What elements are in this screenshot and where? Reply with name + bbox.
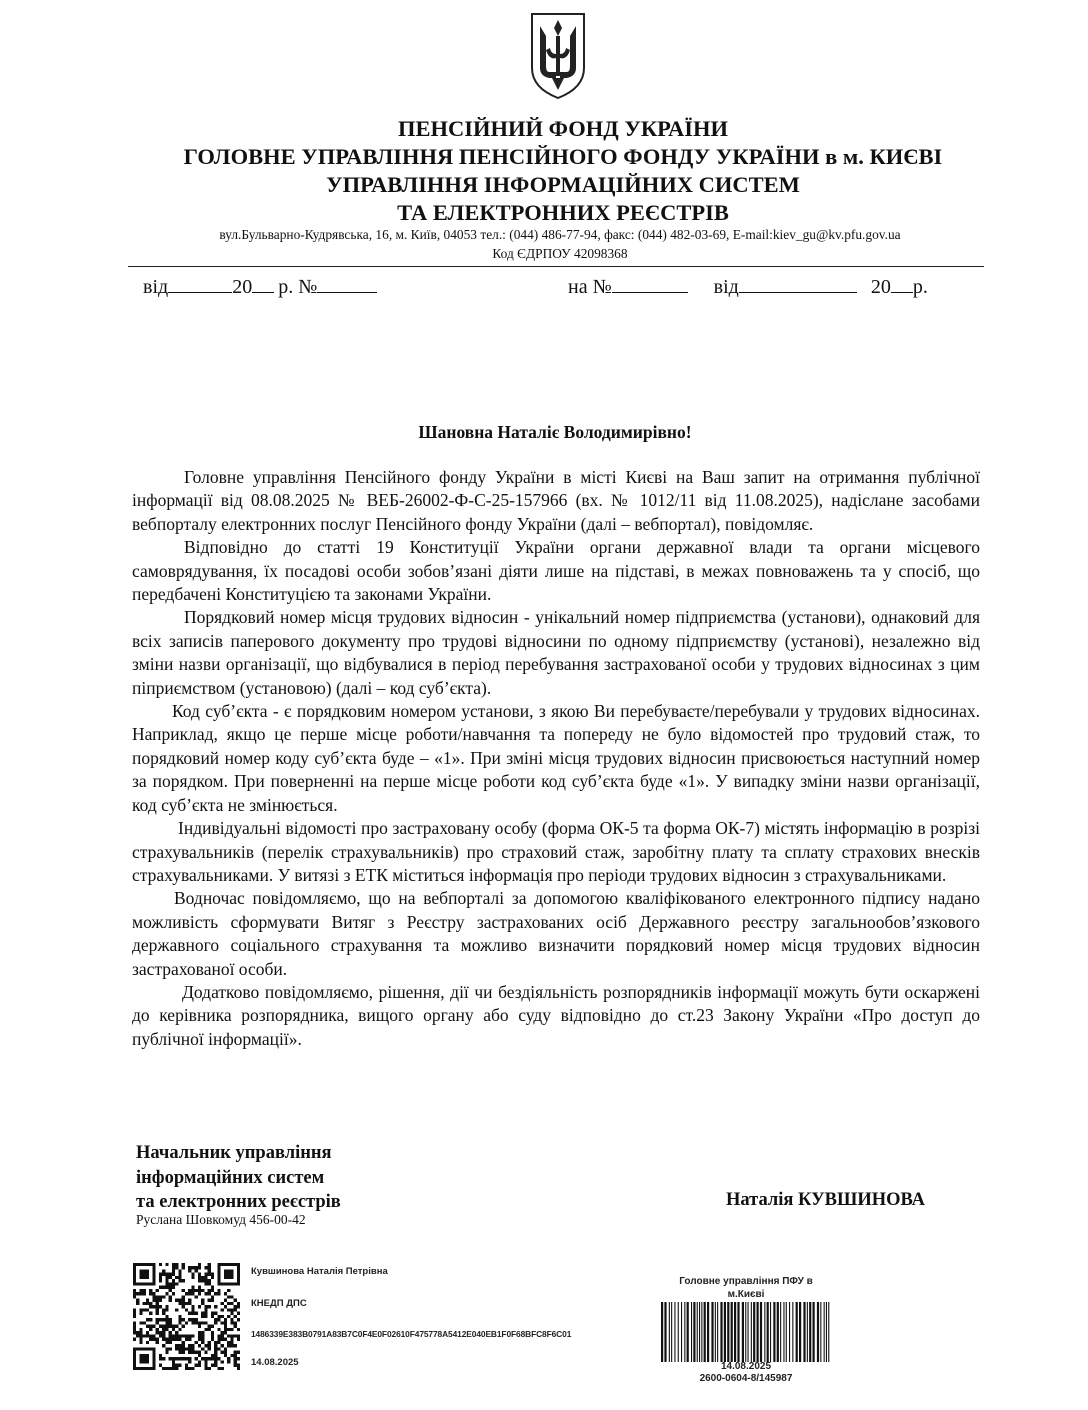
org-header [120,115,1006,227]
executor-info: Руслана Шовкомуд 456-00-42 [136,1212,306,1227]
paragraph: Водночас повідомляємо, що на вебпорталі за допомогою кваліфікованого електронного підпису надано можливість сформувати Витяг з Реєстру застрахованих осіб Державного реєстру загальнообов’язкового державного соціального страхування та можливо визначити порядковий номер місця трудових відносин застрахованої особи. [132,888,980,979]
paragraph: Індивідуальні відомості про застраховану особу (форма ОК-5 та форма ОК-7) містять інформацію в розрізі страхувальників (перелік страхувальників) про страховий стаж, заробітну плату та сплату страхових внесків страхувальниками. У витязі з ЕТК міститься інформація про періоди трудових відносин з страхувальниками. [132,818,980,885]
e-signature-signer: Кувшинова Наталія Петрівна [251,1266,388,1277]
reg-stamp-org-line2: м.Києві [727,1289,765,1300]
incoming-number-blank [612,272,688,293]
e-signature-date: 14.08.2025 [251,1357,299,1368]
incoming-year-blank [891,272,913,293]
reg-stamp-org [650,1275,842,1301]
paragraph: Код суб’єкта - є порядковим номером установи, з якою Ви перебуваєте/перебували у трудових відносинах. Наприклад, якщо це перше місце роботи/навчання та попереду не було відомостей про трудовий стаж, то порядковий номер коду суб’єкта буде – «1». При зміні місця трудових відносин присвоюється наступний номер за порядком. При поверненні на перше місце роботи код суб’єкта буде «1». У випадку зміни назви організації, код суб’єкта не змінюється. [132,701,980,815]
e-signature-serial: 1486339E383B0791A83B7C0F4E0F02610F475778A5412E040EB1F0F68BFC8F6C01 [251,1329,572,1339]
incoming-year: 20 [870,276,891,298]
paragraph: Порядковий номер місця трудових відносин - унікальний номер підприємства (установи), однаковий для всіх записів паперового документу про трудові відносини по одному підприємству (установі), незалежно від зміни назви організації, що відбувалися в період перебування застрахованої особи у трудових відносинах з цим піприємством (установою) (далі – код суб’єкта). [132,607,980,698]
signatory-position [136,1141,341,1215]
reg-stamp-number: 2600-0604-8/145987 [699,1373,793,1384]
paragraph: Додатково повідомляємо, рішення, дії чи бездіяльність розпорядників інформації можуть бути оскаржені до керівника розпорядника, вищого органу або суду відповідно до ст.23 Закону України «Про доступ до публічної інформації». [132,981,980,1049]
outgoing-year: 20 [232,276,253,298]
incoming-number-label: на № [568,276,612,298]
position-line-1: Начальник управління [136,1143,332,1163]
paragraph: Відповідно до статті 19 Конституції України органи державної влади та органи місцевого самоврядування, їх посадові особи зобов’язані діяти лише на підставі, в межах повноважень та у спосіб, що передбачені Конституцією та законами України. [132,537,980,605]
paragraph: Головне управління Пенсійного фонду України в місті Києві на Ваш запит на отримання публічної інформації від 08.08.2025 № ВЕБ-26002-Ф-С-25-157966 (вх. № 1012/11 від 11.08.2025), надіслане засобами вебпорталу електронних послуг Пенсійного фонду України (далі – вебпортал), повідомляє. [132,467,980,534]
outgoing-date-blank [168,272,232,293]
signatory-name: Наталія КУВШИНОВА [726,1190,926,1210]
qr-code-icon [133,1263,240,1370]
org-edrpou: Код ЄДРПОУ 42098368 [492,246,628,261]
e-signature-issuer: КНЕДП ДПС [251,1298,307,1309]
outgoing-number-label: р. № [278,276,318,298]
incoming-registration [568,272,928,300]
greeting: Шановна Наталіє Володимирівно! [418,422,692,442]
header-line-1: ПЕНСІЙНИЙ ФОНД УКРАЇНИ [397,116,729,141]
outgoing-number-blank [317,272,377,293]
position-line-2: інформаційних систем [136,1167,325,1188]
outgoing-from-label: від [143,276,169,298]
outgoing-year-blank [252,272,274,293]
header-line-2: ГОЛОВНЕ УПРАВЛІННЯ ПЕНСІЙНОГО ФОНДУ УКРАЇНИ в м. КИЄВІ [183,144,943,169]
outgoing-registration [143,272,377,300]
incoming-date-blank [739,272,857,293]
letter-body [132,466,980,1051]
position-line-3: та електронних реєстрів [136,1192,341,1212]
header-divider [128,266,984,267]
reg-stamp-date: 14.08.2025 [720,1361,772,1372]
incoming-from-label: від [713,276,739,298]
incoming-year-suffix: р. [912,276,928,298]
org-address: вул.Бульварно-Кудрявська, 16, м. Київ, 04053 тел.: (044) 486-77-94, факс: (044) 482-03-69, E-mail:kiev_gu@kv.pfu.gov.ua [219,227,901,242]
header-line-4: ТА ЕЛЕКТРОННИХ РЕЄСТРІВ [397,200,729,225]
reg-stamp-org-line1: Головне управління ПФУ в [679,1276,813,1287]
barcode-icon [661,1302,831,1362]
header-line-3: УПРАВЛІННЯ ІНФОРМАЦІЙНИХ СИСТЕМ [326,172,800,197]
coat-of-arms-icon [529,10,587,100]
